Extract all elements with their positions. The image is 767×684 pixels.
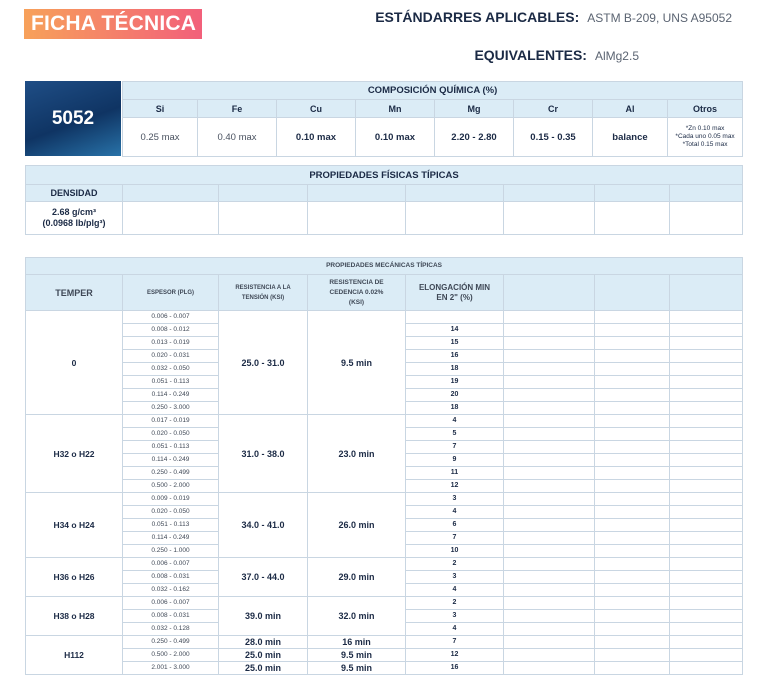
elongation-cell: 7 bbox=[406, 441, 504, 454]
empty-cell bbox=[670, 597, 743, 610]
empty-cell bbox=[670, 363, 743, 376]
col-tensile-line2: TENSIÓN (KSI) bbox=[241, 294, 285, 301]
yield-cell: 32.0 min bbox=[308, 597, 406, 636]
empty-cell bbox=[504, 506, 595, 519]
value-otros bbox=[668, 118, 743, 157]
thickness-cell: 0.006 - 0.007 bbox=[123, 597, 219, 610]
col-elong-line2: EN 2" (%) bbox=[436, 292, 473, 302]
empty-cell bbox=[670, 649, 743, 662]
physical-table bbox=[25, 165, 743, 235]
elongation-cell: 6 bbox=[406, 519, 504, 532]
page-title: FICHA TÉCNICA bbox=[24, 9, 202, 39]
elongation-cell: 2 bbox=[406, 558, 504, 571]
elongation-cell: 12 bbox=[406, 649, 504, 662]
col-thickness: ESPESOR (PLG) bbox=[123, 275, 219, 311]
composition-table bbox=[122, 81, 743, 157]
empty-cell bbox=[504, 649, 595, 662]
value-cr: 0.15 - 0.35 bbox=[514, 118, 593, 157]
empty-cell bbox=[670, 402, 743, 415]
empty-cell bbox=[595, 311, 670, 324]
mechanical-table bbox=[25, 257, 743, 675]
equivalents-value: AlMg2.5 bbox=[594, 49, 639, 63]
empty-cell bbox=[504, 584, 595, 597]
composition-value-row bbox=[123, 118, 743, 157]
empty-cell bbox=[670, 454, 743, 467]
empty-cell bbox=[670, 636, 743, 649]
empty-cell bbox=[504, 350, 595, 363]
tensile-cell: 37.0 - 44.0 bbox=[219, 558, 308, 597]
empty-cell bbox=[595, 545, 670, 558]
elongation-cell: 7 bbox=[406, 532, 504, 545]
empty-cell bbox=[504, 428, 595, 441]
elongation-cell: 5 bbox=[406, 428, 504, 441]
physical-title: PROPIEDADES FÍSICAS TÍPICAS bbox=[26, 166, 743, 185]
empty-cell bbox=[504, 636, 595, 649]
thickness-cell: 0.051 - 0.113 bbox=[123, 441, 219, 454]
col-elongation bbox=[406, 275, 504, 311]
elongation-cell: 3 bbox=[406, 571, 504, 584]
temper-cell: 0 bbox=[26, 311, 123, 415]
empty-cell bbox=[504, 662, 595, 675]
empty-cell bbox=[504, 415, 595, 428]
value-mg: 2.20 - 2.80 bbox=[435, 118, 514, 157]
empty-cell bbox=[670, 519, 743, 532]
value-fe: 0.40 max bbox=[198, 118, 277, 157]
empty-cell bbox=[670, 467, 743, 480]
empty-cell bbox=[670, 584, 743, 597]
empty-cell bbox=[504, 571, 595, 584]
elongation-cell: 3 bbox=[406, 610, 504, 623]
table-row bbox=[26, 662, 743, 675]
empty-cell bbox=[595, 623, 670, 636]
empty-cell bbox=[670, 480, 743, 493]
standards-value: ASTM B-209, UNS A95052 bbox=[587, 11, 732, 25]
empty-cell bbox=[595, 480, 670, 493]
elongation-cell: 4 bbox=[406, 584, 504, 597]
empty-cell bbox=[595, 558, 670, 571]
thickness-cell: 0.051 - 0.113 bbox=[123, 519, 219, 532]
empty-cell bbox=[595, 415, 670, 428]
empty-cell bbox=[595, 454, 670, 467]
tensile-cell: 25.0 min bbox=[219, 662, 308, 675]
empty-cell bbox=[504, 597, 595, 610]
empty-cell bbox=[595, 428, 670, 441]
empty-cell bbox=[670, 376, 743, 389]
empty-cell bbox=[504, 454, 595, 467]
empty-cell bbox=[595, 584, 670, 597]
empty-cell bbox=[504, 480, 595, 493]
tensile-cell: 31.0 - 38.0 bbox=[219, 415, 308, 493]
col-yield-line2: CEDENCIA 0.02% bbox=[329, 288, 384, 296]
temper-cell: H38 o H28 bbox=[26, 597, 123, 636]
note-zn: *Zn 0.10 max bbox=[685, 125, 725, 132]
elongation-cell: 16 bbox=[406, 662, 504, 675]
empty-cell bbox=[670, 532, 743, 545]
elongation-cell: 11 bbox=[406, 467, 504, 480]
tensile-cell: 25.0 - 31.0 bbox=[219, 311, 308, 415]
density-imperial: (0.0968 lb/plg³) bbox=[42, 218, 106, 228]
elongation-cell: 4 bbox=[406, 506, 504, 519]
empty-cell bbox=[595, 441, 670, 454]
thickness-cell: 0.114 - 0.249 bbox=[123, 454, 219, 467]
thickness-cell: 0.032 - 0.128 bbox=[123, 623, 219, 636]
yield-cell: 29.0 min bbox=[308, 558, 406, 597]
empty-cell bbox=[595, 493, 670, 506]
empty-cell bbox=[504, 493, 595, 506]
empty-cell bbox=[595, 506, 670, 519]
col-yield-line1: RESISTENCIA DE bbox=[329, 278, 384, 286]
empty-cell bbox=[670, 610, 743, 623]
empty-cell bbox=[504, 467, 595, 480]
empty-cell bbox=[670, 389, 743, 402]
elongation-cell: 12 bbox=[406, 480, 504, 493]
elongation-cell: 7 bbox=[406, 636, 504, 649]
empty-cell bbox=[670, 571, 743, 584]
empty-cell bbox=[670, 441, 743, 454]
value-mn: 0.10 max bbox=[356, 118, 435, 157]
empty-cell bbox=[595, 402, 670, 415]
empty-cell bbox=[670, 506, 743, 519]
col-elong-line1: ELONGACIÓN MIN bbox=[418, 282, 491, 292]
tensile-cell: 28.0 min bbox=[219, 636, 308, 649]
empty-cell bbox=[595, 636, 670, 649]
thickness-cell: 0.114 - 0.249 bbox=[123, 532, 219, 545]
thickness-cell: 0.006 - 0.007 bbox=[123, 311, 219, 324]
thickness-cell: 0.006 - 0.007 bbox=[123, 558, 219, 571]
empty-cell bbox=[595, 610, 670, 623]
empty-cell bbox=[595, 649, 670, 662]
yield-cell: 26.0 min bbox=[308, 493, 406, 558]
table-row bbox=[26, 649, 743, 662]
thickness-cell: 0.020 - 0.050 bbox=[123, 428, 219, 441]
standards-row bbox=[375, 9, 732, 25]
composition-header-row bbox=[123, 100, 743, 118]
empty-cell bbox=[504, 610, 595, 623]
temper-cell: H34 o H24 bbox=[26, 493, 123, 558]
empty-cell bbox=[504, 623, 595, 636]
density-value bbox=[26, 202, 123, 235]
thickness-cell: 0.008 - 0.012 bbox=[123, 324, 219, 337]
thickness-cell: 0.051 - 0.113 bbox=[123, 376, 219, 389]
value-cu: 0.10 max bbox=[277, 118, 356, 157]
table-row bbox=[26, 493, 743, 506]
elongation-cell: 9 bbox=[406, 454, 504, 467]
elongation-cell: 10 bbox=[406, 545, 504, 558]
empty-cell bbox=[670, 350, 743, 363]
table-row bbox=[26, 415, 743, 428]
empty-cell bbox=[595, 597, 670, 610]
density-label: DENSIDAD bbox=[26, 185, 123, 202]
thickness-cell: 0.250 - 1.000 bbox=[123, 545, 219, 558]
elongation-cell: 4 bbox=[406, 623, 504, 636]
table-row bbox=[26, 558, 743, 571]
empty-cell bbox=[670, 545, 743, 558]
empty-cell bbox=[504, 363, 595, 376]
tensile-cell: 25.0 min bbox=[219, 649, 308, 662]
thickness-cell: 0.500 - 2.000 bbox=[123, 480, 219, 493]
empty-cell bbox=[595, 519, 670, 532]
col-yield bbox=[308, 275, 406, 311]
col-mn: Mn bbox=[356, 100, 435, 118]
empty-cell bbox=[670, 493, 743, 506]
temper-cell: H32 o H22 bbox=[26, 415, 123, 493]
empty-cell bbox=[670, 324, 743, 337]
empty-cell bbox=[595, 324, 670, 337]
elongation-cell: 19 bbox=[406, 376, 504, 389]
standards-label: ESTÁNDARRES APLICABLES: bbox=[375, 9, 580, 25]
col-cu: Cu bbox=[277, 100, 356, 118]
empty-cell bbox=[595, 376, 670, 389]
col-temper: TEMPER bbox=[26, 275, 123, 311]
tensile-cell: 34.0 - 41.0 bbox=[219, 493, 308, 558]
thickness-cell: 0.009 - 0.019 bbox=[123, 493, 219, 506]
col-otros: Otros bbox=[668, 100, 743, 118]
elongation-cell: 4 bbox=[406, 415, 504, 428]
empty-cell bbox=[670, 428, 743, 441]
empty-cell bbox=[504, 532, 595, 545]
thickness-cell: 0.032 - 0.050 bbox=[123, 363, 219, 376]
empty-cell bbox=[670, 415, 743, 428]
elongation-cell: 2 bbox=[406, 597, 504, 610]
equivalents-label: EQUIVALENTES: bbox=[474, 47, 587, 63]
mechanical-title: PROPIEDADES MECÁNICAS TÍPICAS bbox=[26, 258, 743, 275]
col-al: Al bbox=[593, 100, 668, 118]
elongation-cell: 18 bbox=[406, 363, 504, 376]
elongation-cell: 16 bbox=[406, 350, 504, 363]
empty-cell bbox=[504, 337, 595, 350]
col-yield-line3: (KSI) bbox=[348, 298, 365, 306]
empty-cell bbox=[504, 376, 595, 389]
elongation-cell: 14 bbox=[406, 324, 504, 337]
col-si: Si bbox=[123, 100, 198, 118]
empty-cell bbox=[670, 311, 743, 324]
empty-cell bbox=[595, 532, 670, 545]
col-cr: Cr bbox=[514, 100, 593, 118]
empty-cell bbox=[504, 311, 595, 324]
empty-cell bbox=[670, 623, 743, 636]
thickness-cell: 2.001 - 3.000 bbox=[123, 662, 219, 675]
empty-cell bbox=[670, 558, 743, 571]
temper-cell: H36 o H26 bbox=[26, 558, 123, 597]
note-total: *Total 0.15 max bbox=[682, 141, 728, 148]
empty-cell bbox=[595, 350, 670, 363]
thickness-cell: 0.114 - 0.249 bbox=[123, 389, 219, 402]
empty-cell bbox=[504, 441, 595, 454]
empty-cell bbox=[670, 662, 743, 675]
note-each: *Cada uno 0.05 max bbox=[675, 133, 735, 140]
table-row bbox=[26, 597, 743, 610]
value-si: 0.25 max bbox=[123, 118, 198, 157]
empty-cell bbox=[670, 337, 743, 350]
composition-title: COMPOSICIÓN QUÍMICA (%) bbox=[123, 82, 743, 100]
yield-cell: 9.5 min bbox=[308, 662, 406, 675]
empty-cell bbox=[504, 389, 595, 402]
temper-cell: H112 bbox=[26, 636, 123, 675]
col-mg: Mg bbox=[435, 100, 514, 118]
col-fe: Fe bbox=[198, 100, 277, 118]
yield-cell: 23.0 min bbox=[308, 415, 406, 493]
empty-cell bbox=[595, 363, 670, 376]
alloy-badge: 5052 bbox=[25, 81, 121, 156]
empty-cell bbox=[595, 662, 670, 675]
mechanical-body bbox=[26, 311, 743, 675]
tensile-cell: 39.0 min bbox=[219, 597, 308, 636]
thickness-cell: 0.500 - 2.000 bbox=[123, 649, 219, 662]
thickness-cell: 0.032 - 0.162 bbox=[123, 584, 219, 597]
table-row bbox=[26, 311, 743, 324]
yield-cell: 16 min bbox=[308, 636, 406, 649]
elongation-cell: 20 bbox=[406, 389, 504, 402]
thickness-cell: 0.017 - 0.019 bbox=[123, 415, 219, 428]
empty-cell bbox=[504, 402, 595, 415]
thickness-cell: 0.250 - 0.499 bbox=[123, 467, 219, 480]
value-al: balance bbox=[593, 118, 668, 157]
equivalents-row bbox=[474, 47, 639, 63]
thickness-cell: 0.250 - 0.499 bbox=[123, 636, 219, 649]
table-row bbox=[26, 636, 743, 649]
yield-cell: 9.5 min bbox=[308, 311, 406, 415]
empty-cell bbox=[504, 519, 595, 532]
thickness-cell: 0.008 - 0.031 bbox=[123, 610, 219, 623]
thickness-cell: 0.020 - 0.031 bbox=[123, 350, 219, 363]
empty-cell bbox=[595, 571, 670, 584]
density-metric: 2.68 g/cm³ bbox=[51, 207, 97, 217]
empty-cell bbox=[595, 467, 670, 480]
thickness-cell: 0.013 - 0.019 bbox=[123, 337, 219, 350]
empty-cell bbox=[504, 545, 595, 558]
thickness-cell: 0.250 - 3.000 bbox=[123, 402, 219, 415]
thickness-cell: 0.008 - 0.031 bbox=[123, 571, 219, 584]
empty-cell bbox=[595, 337, 670, 350]
thickness-cell: 0.020 - 0.050 bbox=[123, 506, 219, 519]
elongation-cell: 18 bbox=[406, 402, 504, 415]
yield-cell: 9.5 min bbox=[308, 649, 406, 662]
elongation-cell: 3 bbox=[406, 493, 504, 506]
col-tensile bbox=[219, 275, 308, 311]
elongation-cell bbox=[406, 311, 504, 324]
empty-cell bbox=[504, 558, 595, 571]
empty-cell bbox=[504, 324, 595, 337]
col-tensile-line1: RESISTENCIA A LA bbox=[235, 284, 291, 291]
empty-cell bbox=[595, 389, 670, 402]
elongation-cell: 15 bbox=[406, 337, 504, 350]
